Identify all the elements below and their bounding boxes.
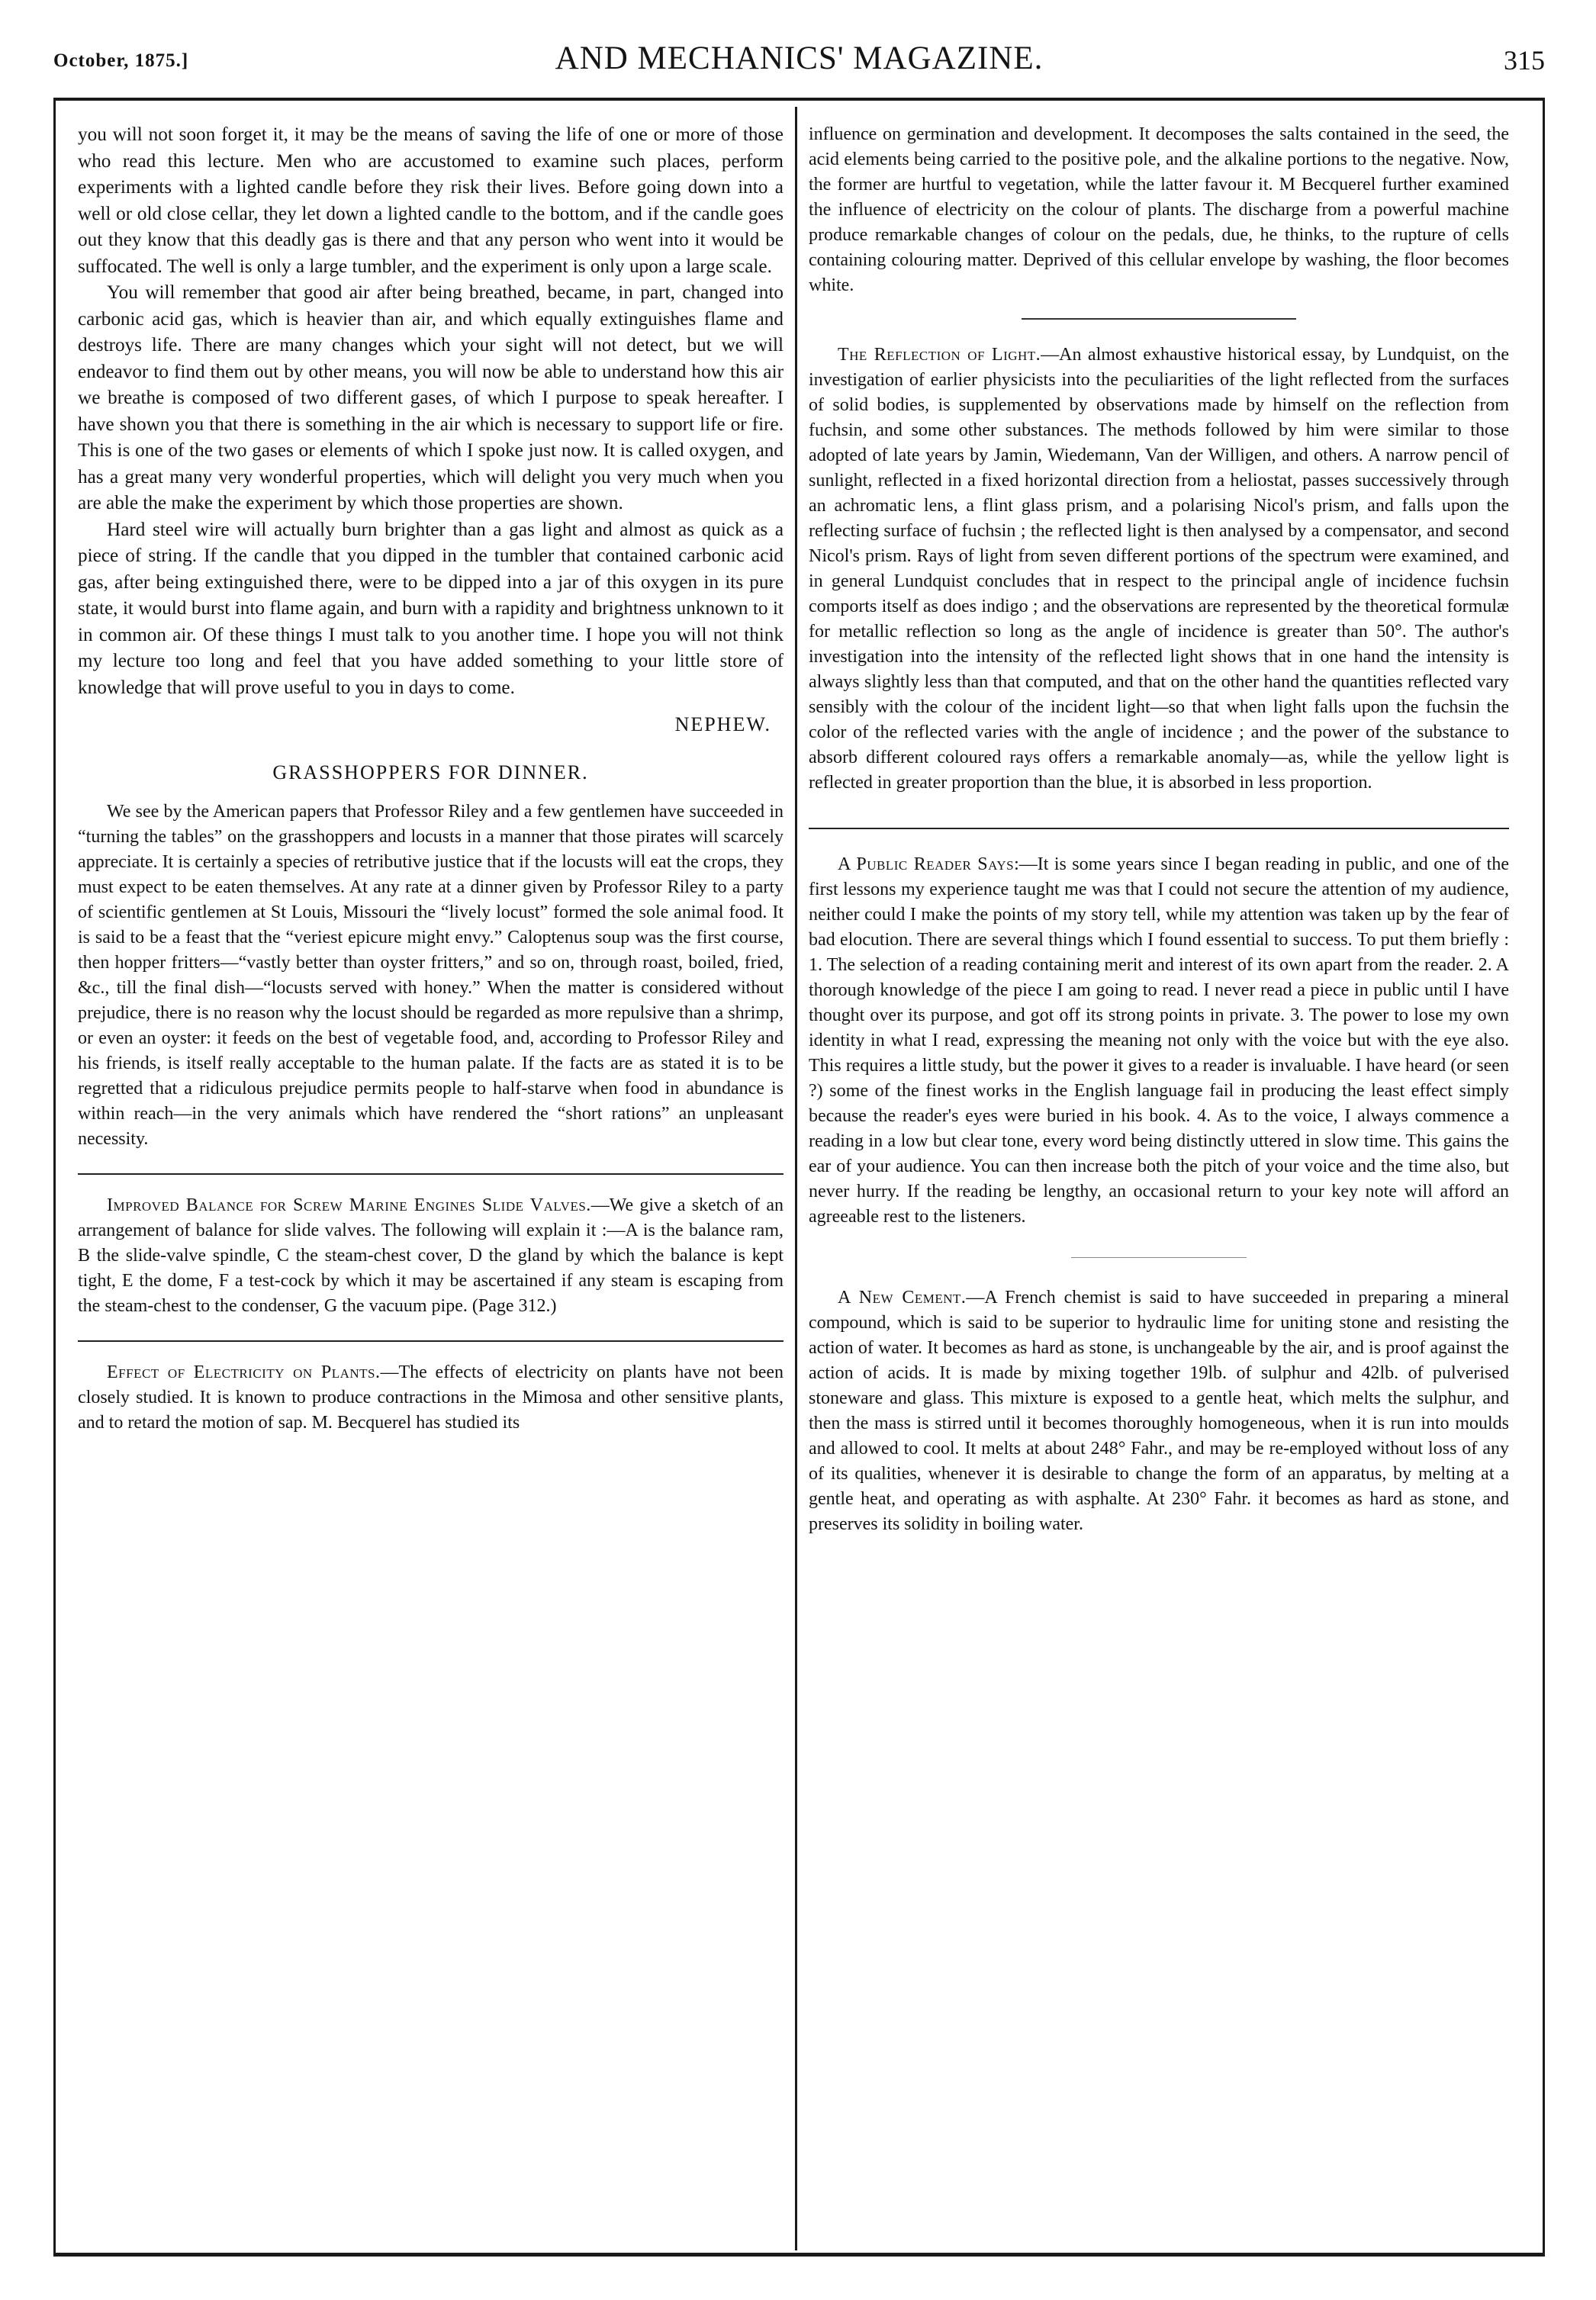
public-reader-article	[809, 828, 1509, 1230]
electricity-title: Effect of Electricity on Plants.	[107, 1362, 381, 1382]
cement-body: —A French chemist is said to have succeeded in preparing a mineral compound, which is said to be superior to hydraulic lime for uniting stone and resisting the action of water. It becomes as hard as stone, is unchangeable by the air, and is proof against the action of acids. It is made by mixing together 19lb. of sulphur and 42lb. of pulverised stoneware and glass. This mixture is exposed to a gentle heat, which melts the sulphur, and then the mass is stirred until it becomes thoroughly homogeneous, when it is run into moulds and allowed to cool. It melts at about 248° Fahr., and may be re-employed without loss of any of its qualities, whenever it is desirable to change the form of an apparatus, by melting at a gentle heat, and operating as with asphalte. At 230° Fahr. it becomes as hard as stone, and preserves its solidity in boiling water.	[809, 1288, 1509, 1534]
reflection-article	[809, 343, 1509, 796]
grasshoppers-heading: GRASSHOPPERS FOR DINNER.	[272, 761, 589, 783]
page-number: 315	[1504, 45, 1545, 76]
lecture-steel-paragraph: Hard steel wire will actually burn brighter than a gas light and almost as quick as a piece of string. If the candle that you dipped in the tumbler that contained carbonic acid gas, after being extinguished there, were to be dipped into a jar of this oxygen in its pure state, it would burst into flame again, and burn with a rapidity and brightness unknown to it in common air. Of these things I must talk to you another time. I hope you will not think my lecture too long and feel that you have added something to your little store of knowledge that will prove useful to you in days to come.	[78, 519, 784, 698]
frame-right-rule	[1543, 98, 1545, 2257]
section-divider-short	[1071, 1257, 1247, 1258]
reflection-title: The Reflection of Light.	[838, 345, 1041, 365]
frame-left-rule	[53, 98, 56, 2257]
electricity-body: —The effects of electricity on plants have not been closely studied. It is known to produce contractions in the Mimosa and other sensitive plants, and to retard the motion of sap. M. Becquerel has studied its	[78, 1362, 784, 1433]
cement-title: A New Cement.	[838, 1288, 967, 1308]
grasshoppers-article: We see by the American papers that Professor Riley and a few gentlemen have succeeded in “turning the tables” on the grasshoppers and locusts in a manner that those pirates will scarcely appreciate. It is certainly a species of retributive justice that if the locusts will eat the crops, they must expect to be eaten themselves. At any rate at a dinner given by Professor Riley to a party of scientific gentlemen at St Louis, Missouri the “lively locust” formed the sole animal food. It is said to be a feast that the “veriest epicure might envy.” Caloptenus soup was the first course, then hopper fritters—“vastly better than oyster fritters,” and so on, through roast, boiled, fried, &c., till the final dish—“locusts served with honey.” When the matter is considered without prejudice, there is no reason why the locust should be regarded as more repulsive than a shrimp, or even an oyster: it feeds on the best of vegetable food, and, according to Professor Riley and his friends, is itself really acceptable to the human palate. If the facts are as stated it is to be regretted that a ridiculous prejudice permits people to half-starve when food in abundance is within reach—in the very animals which have rendered the “short rations” an unpleasant necessity.	[78, 802, 784, 1149]
cement-article	[809, 1285, 1509, 1537]
balance-title: Improved Balance for Screw Marine Engines Slide Valves.	[107, 1195, 591, 1215]
header-rule	[53, 98, 1545, 101]
lecture-intro-paragraph: you will not soon forget it, it may be the means of saving the life of one or more of those who read this lecture. Men who are accustomed to examine such places, perform experiments with a lighted candle before they risk their lives. Before going down into a well or old close cellar, they let down a lighted candle to the bottom, and if the candle goes out they know that this deadly gas is there and that any person who went into it would be suffocated. The well is only a large tumbler, and the experiment is only upon a large scale.	[78, 124, 784, 277]
reflection-body: —An almost exhaustive historical essay, by Lundquist, on the investigation of earlier physicists into the peculiarities of the light reflected from the surfaces of solid bodies, is supplemented by observations made by himself on the reflection from fuchsin, and some other substances. The methods followed by him were similar to those adopted of late years by Jamin, Wiedemann, Van der Willigen, and others. A narrow pencil of sunlight, reflected in a fixed horizontal direction from a heliostat, passes successively through an achromatic lens, a flint glass prism, and a polarising Nicol's prism, and falls upon the reflecting surface of fuchsin ; the reflected light is then analysed by a compensator, and second Nicol's prism. Rays of light from seven different portions of the spectrum were examined, and in general Lundquist concludes that in respect to the principal angle of incidence fuchsin comports itself as does indigo ; and the observations are represented by the theoretical formulæ for metallic reflection so long as the angle of incidence is greater than 50°. The author's investigation into the intensity of the reflected light shows that in one hand the intensity is always slightly less than that computed, and that on the other hand the quantities reflected vary sensibly with the colour of the incident light—so that when light falls upon the fuchsin the color of the reflected varies with the angle of incidence ; and the power of the substance to absorb different coloured rays offers a remarkable anomaly—as, while the yellow light is reflected in greater proportion than the blue, it is absorbed in less proportion.	[809, 345, 1509, 793]
public-reader-body: :—It is some years since I began reading in public, and one of the first lessons my experience taught me was that I could not secure the attention of my audience, neither could I make the points of my story tell, while my attention was taken up by the fear of bad elocution. There are several things which I found essential to success. To put them briefly : 1. The selection of a reading containing merit and interest of its own apart from the reader. 2. A thorough knowledge of the piece I am going to read. I never read a piece in public until I have thought over its purpose, and got off its strong points in private. 3. The power to lose my own identity in what I read, expressing the meaning not only with the voice but with the eye also. This requires a little study, but the power it gives to a reader is invaluable. I have heard (or seen ?) some of the finest works in the English language fail in producing the least effect simply because the reader's eyes were buried in his book. 4. As to the voice, I always commence a reading in a low but clear tone, every word being distinctly uttered in slow time. This gains the ear of your audience. You can then increase both the pitch of your voice and the time also, but never hurry. If the reading be lengthy, an occasional return to your key note will afford an agreeable rest to the listeners.	[809, 854, 1509, 1227]
magazine-title: AND MECHANICS' MAGAZINE.	[555, 40, 1044, 76]
column-divider	[795, 107, 797, 2250]
page-header	[53, 40, 1545, 85]
balance-article	[78, 1173, 784, 1319]
electricity-article	[78, 1340, 784, 1436]
right-column	[809, 122, 1509, 1537]
left-column	[78, 122, 784, 1436]
public-reader-title: A Public Reader Says	[838, 854, 1015, 874]
section-divider	[1022, 318, 1296, 320]
author-signature: NEPHEW.	[674, 713, 771, 735]
balance-body: —We give a sketch of an arrangement of balance for slide valves. The following will explain it :—A is the balance ram, B the slide-valve spindle, C the steam-chest cover, D the gland by which the balance is kept tight, E the dome, F a test-cock by which it may be ascertained if any steam is escaping from the steam-chest to the condenser, G the vacuum pipe. (Page 312.)	[78, 1195, 784, 1316]
lecture-air-paragraph: You will remember that good air after being breathed, became, in part, changed into carbonic acid gas, which is heavier than air, and which equally extinguishes flame and destroys life. There are many changes which your sight will not detect, but we will endeavor to find them out by other means, you will now be able to understand how this air we breathe is composed of two different gases, of which I purpose to speak hereafter. I have shown you that there is something in the air which is necessary to support life or fire. This is one of the two gases or elements of which I spoke just now. It is called oxygen, and has a great many very wonderful properties, which will delight you very much when you are able the make the experiment by which those properties are shown.	[78, 282, 784, 513]
electricity-continued: influence on germination and development. It decomposes the salts contained in the seed, the acid elements being carried to the positive pole, and the alkaline portions to the negative. Now, the former are hurtful to vegetation, while the latter favour it. M Becquerel further examined the influence of electricity on the colour of plants. The discharge from a powerful machine produce remarkable changes of colour on the pedals, due, he thinks, to the rupture of cells containing colouring matter. Deprived of this cellular envelope by washing, the floor becomes white.	[809, 124, 1509, 295]
issue-date: October, 1875.]	[53, 50, 189, 71]
footer-rule	[53, 2253, 1545, 2257]
